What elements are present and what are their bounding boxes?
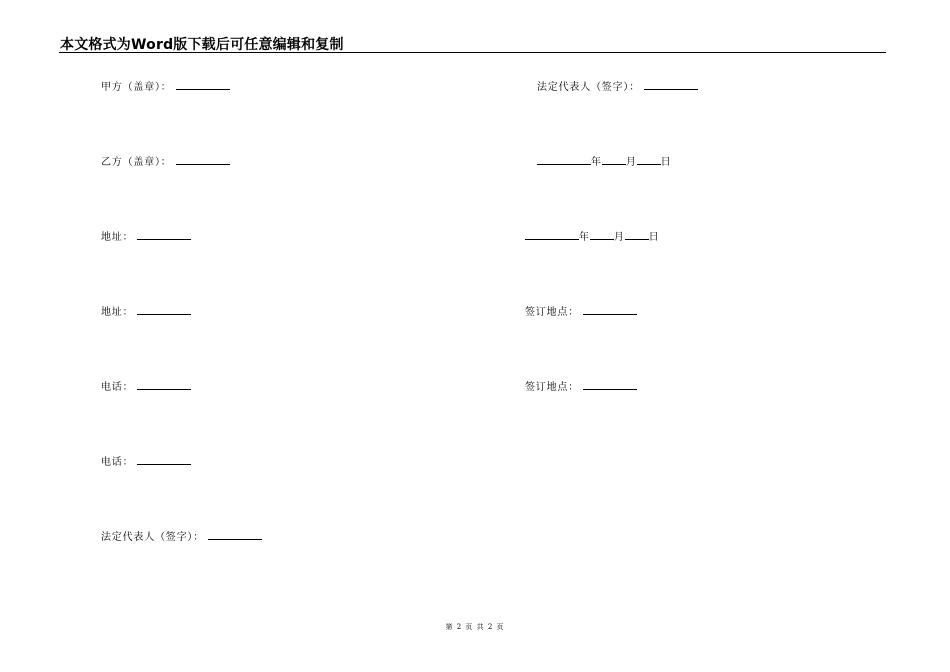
page-number-footer: 第 2 页 共 2 页 (445, 623, 505, 631)
date-day-blank-2[interactable] (625, 230, 649, 240)
party-b-seal-label: 乙方（盖章）： (101, 157, 172, 168)
phone-field-1 (101, 380, 191, 394)
date-field-2 (525, 230, 659, 244)
header-divider (59, 52, 886, 53)
party-a-seal-field (101, 80, 230, 94)
signing-place-label-2: 签订地点： (525, 382, 579, 393)
signing-place-field-2 (525, 380, 637, 394)
legal-rep-sign-label-right: 法定代表人（签字）： (537, 82, 640, 93)
phone-blank-1[interactable] (137, 380, 191, 390)
signing-place-blank-2[interactable] (583, 380, 637, 390)
day-label-1: 日 (660, 157, 672, 168)
month-label-2: 月 (613, 232, 625, 243)
month-label-1: 月 (625, 157, 637, 168)
address-blank-1[interactable] (137, 230, 191, 240)
address-field-2 (101, 305, 191, 319)
signing-place-field-1 (525, 305, 637, 319)
year-label-2: 年 (579, 232, 590, 243)
date-month-blank-1[interactable] (602, 155, 626, 165)
signing-place-label-1: 签订地点： (525, 307, 579, 318)
date-day-blank-1[interactable] (637, 155, 661, 165)
address-label-2: 地址： (101, 307, 134, 318)
phone-label-2: 电话： (101, 457, 134, 468)
phone-blank-2[interactable] (137, 455, 191, 465)
phone-field-2 (101, 455, 191, 469)
party-b-seal-field (101, 155, 230, 169)
address-label-1: 地址： (101, 232, 134, 243)
address-blank-2[interactable] (137, 305, 191, 315)
legal-rep-sign-label-left: 法定代表人（签字）： (101, 532, 204, 543)
legal-rep-sign-field-left (101, 530, 262, 544)
address-field-1 (101, 230, 191, 244)
date-year-blank-2[interactable] (525, 230, 579, 240)
day-label-2: 日 (648, 232, 660, 243)
party-a-seal-label: 甲方（盖章）： (101, 82, 172, 93)
date-month-blank-2[interactable] (590, 230, 614, 240)
date-year-blank-1[interactable] (537, 155, 591, 165)
year-label-1: 年 (591, 157, 602, 168)
phone-label-1: 电话： (101, 382, 134, 393)
party-a-seal-blank[interactable] (176, 80, 230, 90)
legal-rep-sign-blank-right[interactable] (644, 80, 698, 90)
party-b-seal-blank[interactable] (176, 155, 230, 165)
legal-rep-sign-field-right (537, 80, 698, 94)
legal-rep-sign-blank-left[interactable] (208, 530, 262, 540)
date-field-1 (537, 155, 671, 169)
document-header-title: 本文格式为Word版下载后可任意编辑和复制 (60, 37, 344, 53)
signing-place-blank-1[interactable] (583, 305, 637, 315)
